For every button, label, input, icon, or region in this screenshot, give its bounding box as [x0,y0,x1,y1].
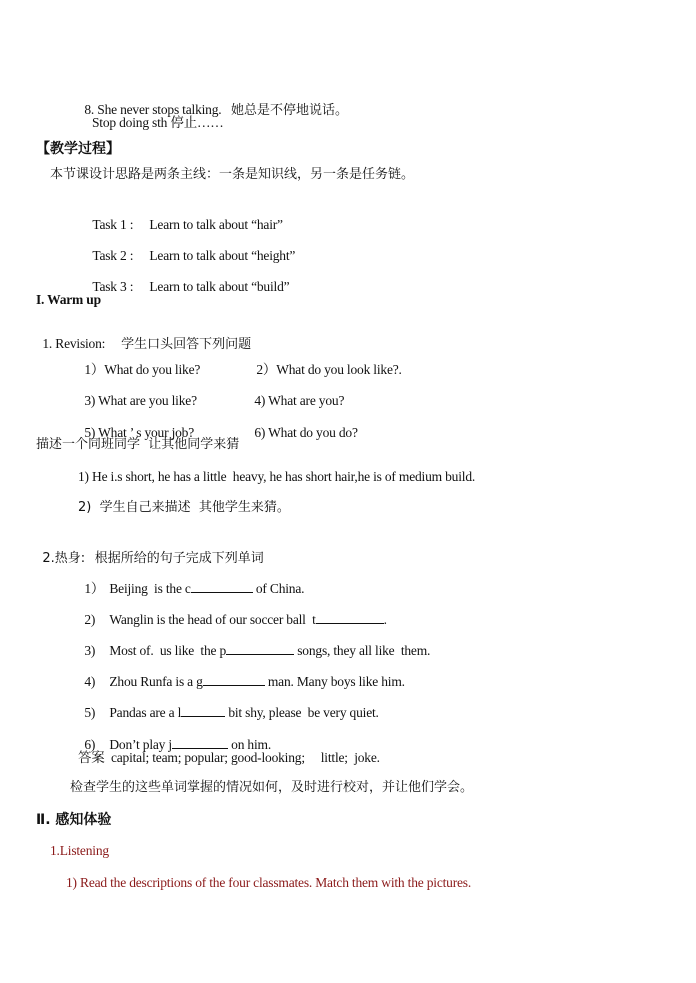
fill-after: man. Many boys like him. [264,674,405,689]
fill-before: Wanglin is the head of our soccer ball t [109,612,316,627]
fill-after: bit shy, please be very quiet. [225,705,379,720]
fill-blank[interactable] [172,736,228,749]
task-item-3 [86,260,289,296]
hot-instruction: 根据所给的句子完成下列单词 [94,551,264,566]
question-row-2 [78,374,344,410]
answer-key: 答案 capital; team; popular; good-looking; little; joke. [78,750,380,765]
fill-after: . [383,612,387,627]
fill-item-5 [78,686,379,722]
fill-blank[interactable] [181,704,225,717]
fill-blank[interactable] [226,642,294,655]
question: 5) What ’ s your job? [84,425,195,440]
fill-blank[interactable] [203,673,265,686]
task-label: Task 1 : [92,217,134,232]
fill-before: Pandas are a l [109,705,182,720]
listening-heading: 1.Listening [50,843,109,858]
task-label: Task 3 : [92,279,134,294]
fill-num: 1） [84,581,105,596]
section-heading-perception: Ⅱ. 感知体验 [36,812,112,828]
revision-label: 1. Revision: [42,336,106,351]
fill-before: Most of. us like the p [109,643,227,658]
question: 4) What are you? [254,393,345,408]
fill-blank[interactable] [316,611,384,624]
fill-num: 3) [84,643,96,658]
fill-after: songs, they all like them. [294,643,431,658]
question: 6) What do you do? [254,425,358,440]
example-chinese: 她总是不停地说话。 [230,103,348,118]
fill-num: 2) [84,612,96,627]
fill-after: of China. [252,581,305,596]
fill-num: 4) [84,674,96,689]
describe-example-1: 1) He i.s short, he has a little heavy, he has short hair,he is of medium build. [78,469,476,484]
task-text: Learn to talk about “build” [149,279,290,294]
fill-num: 6) [84,737,96,752]
fill-blank[interactable] [191,580,253,593]
fill-after: on him. [227,737,271,752]
listening-instruction: 1) Read the descriptions of the four classmates. Match them with the pictures. [66,875,472,890]
fill-before: Zhou Runfa is a g [109,674,203,689]
describe-example-2: 2) 学生自己来描述 其他学生来猜。 [78,500,290,515]
task-text: Learn to talk about “height” [149,248,296,263]
fill-before: Beijing is the c [109,581,191,596]
question: 1）What do you like? [84,362,201,377]
task-text: Learn to talk about “hair” [149,217,283,232]
phrase-note: Stop doing sth 停止…… [92,115,224,130]
task-label: Task 2 : [92,248,134,263]
describe-instruction: 描述一个同班同学 让其他同学来猜 [36,437,240,452]
fill-before: Don’t play j [109,737,172,752]
section-heading-warmup: I. Warm up [36,292,101,307]
process-intro: 本节课设计思路是两条主线：一条是知识线，另一条是任务链。 [50,167,415,182]
hot-label: 2.热身: [42,551,86,566]
check-instruction: 检查学生的这些单词掌握的情况如何，及时进行校对，并让他们学会。 [70,780,474,795]
fill-num: 5) [84,705,96,720]
section-heading-process: 【教学过程】 [36,141,120,157]
question: 3) What are you like? [84,393,197,408]
example-english: 8. She never stops talking. [84,102,222,117]
revision-chinese: 学生口头回答下列问题 [121,337,252,352]
question: 2）What do you look like?. [256,362,402,377]
